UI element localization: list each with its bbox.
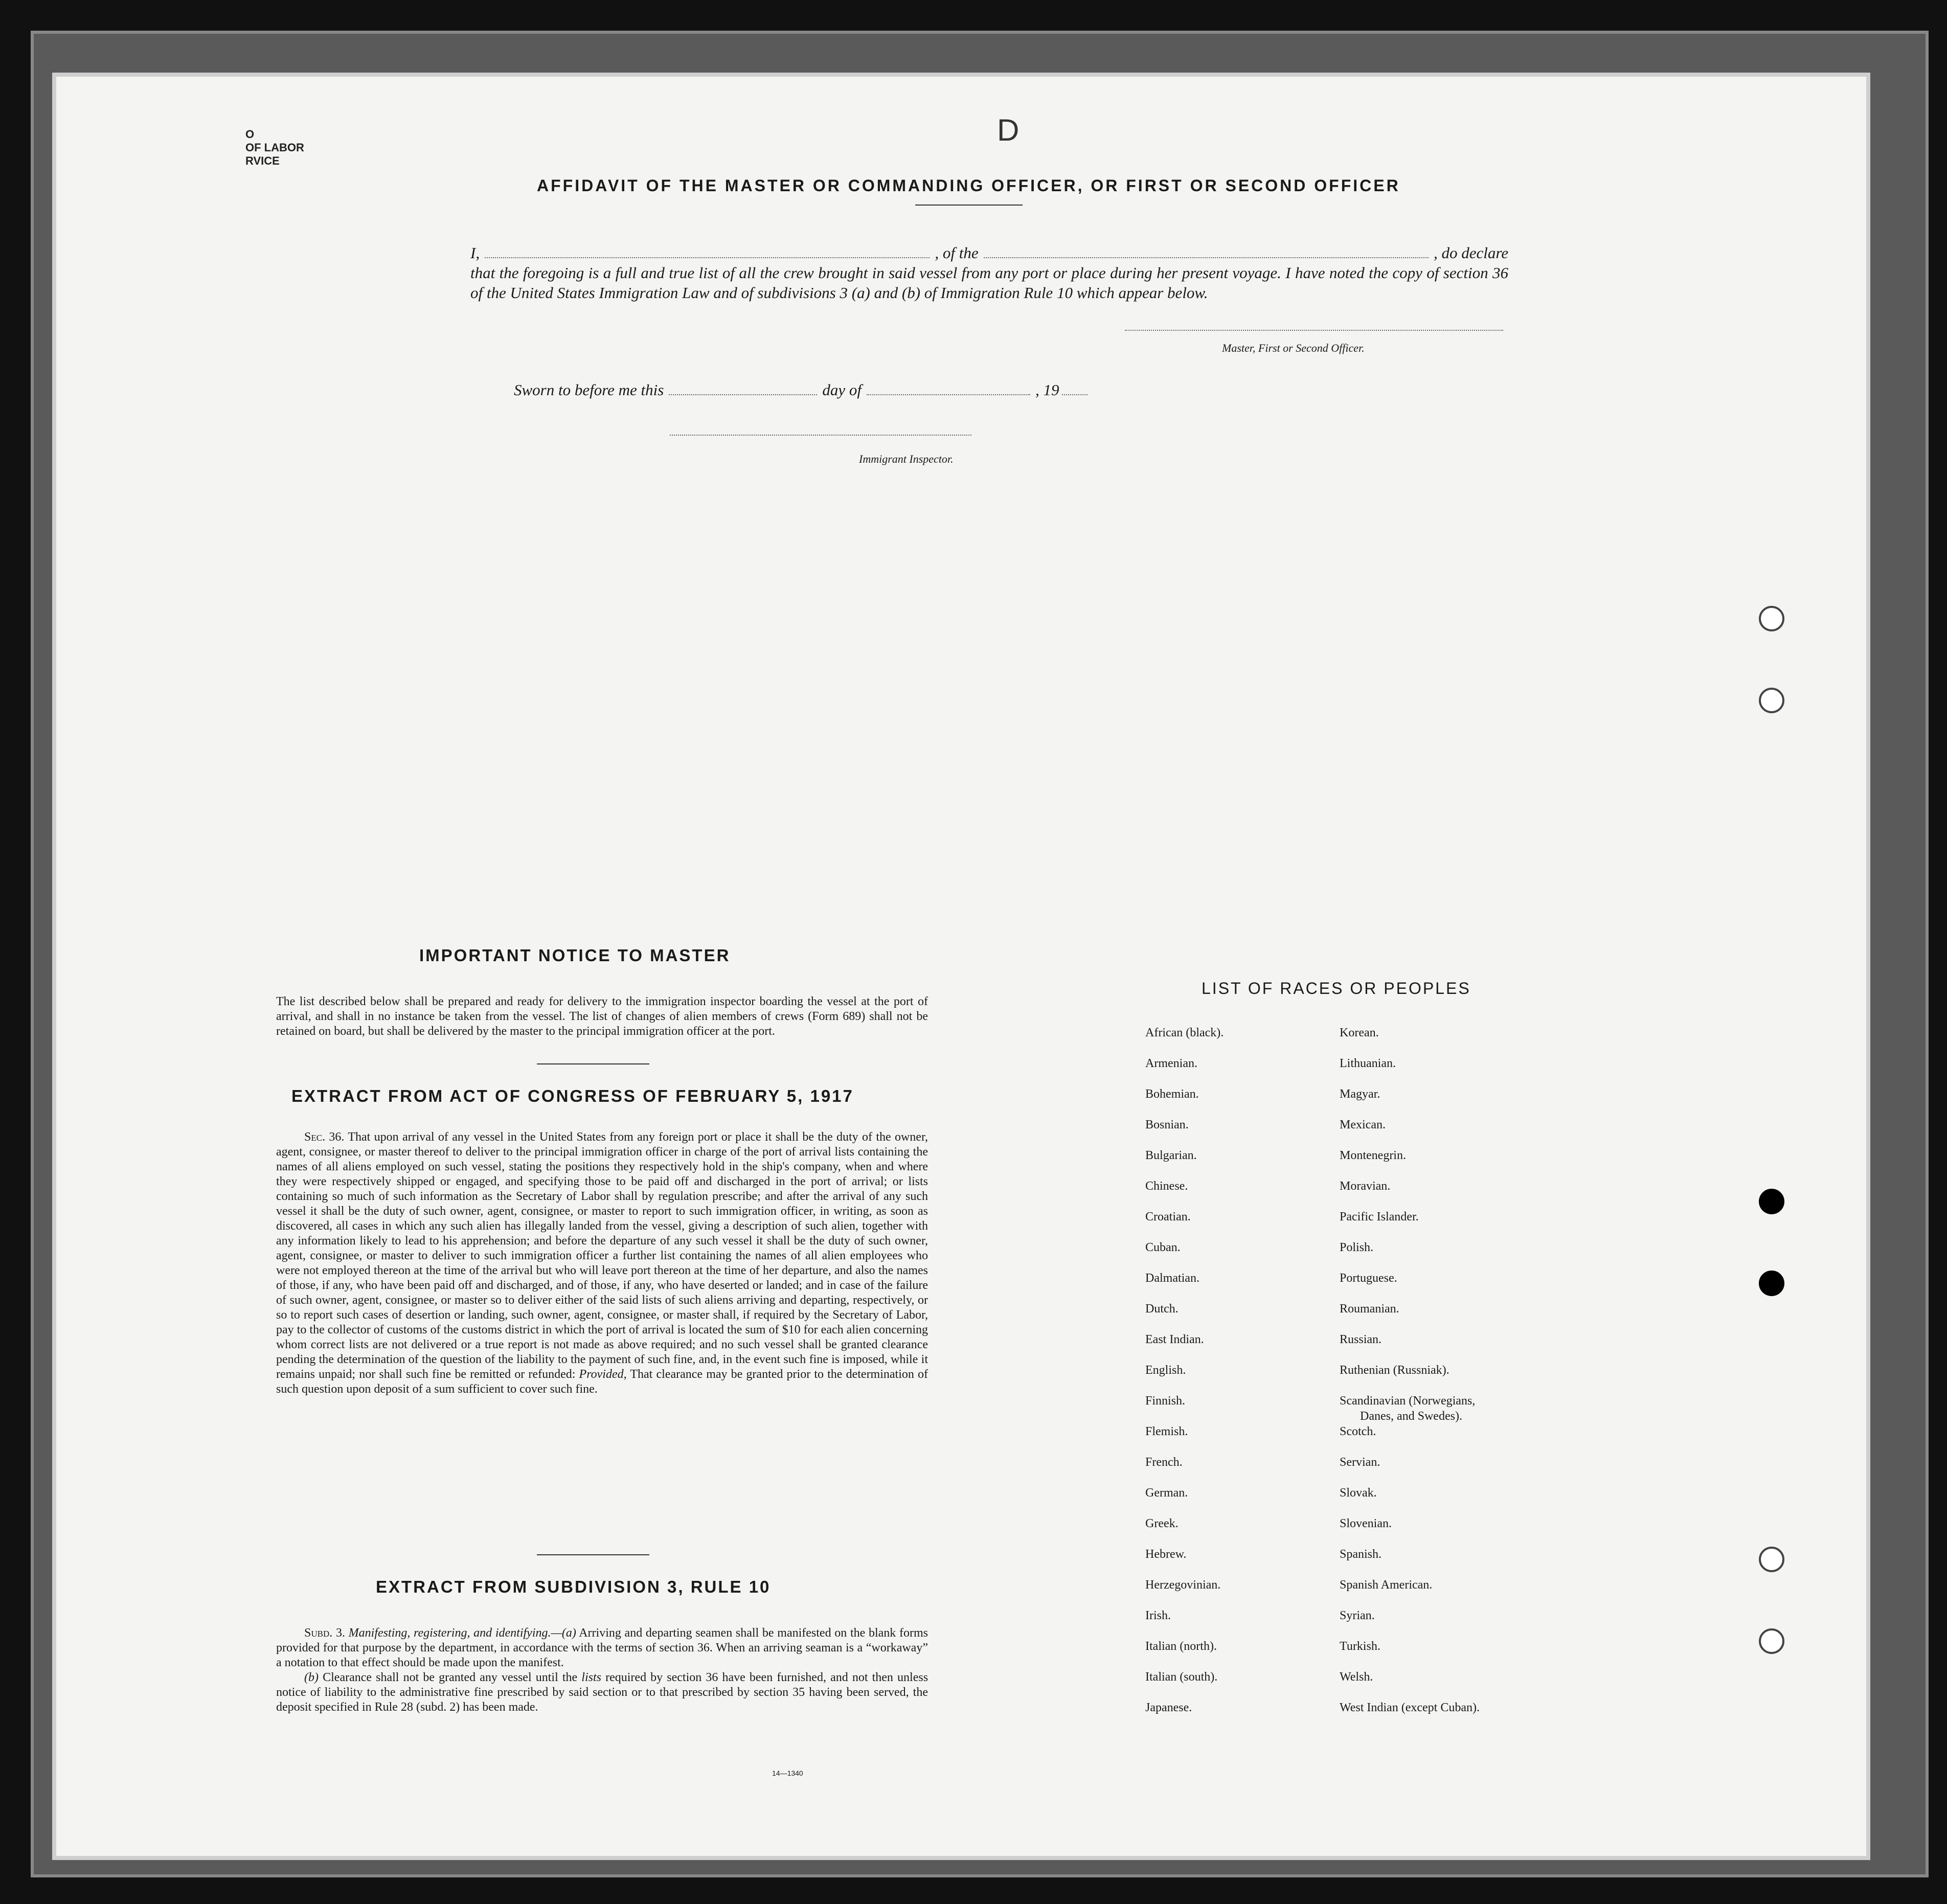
race-item: Pacific Islander. bbox=[1340, 1210, 1419, 1223]
race-item: Ruthenian (Russniak). bbox=[1340, 1364, 1450, 1377]
race-item bbox=[1340, 1386, 1480, 1423]
race-item: Montenegrin. bbox=[1340, 1149, 1406, 1162]
race-item: Moravian. bbox=[1340, 1180, 1391, 1193]
affidavit-declaration-line bbox=[470, 243, 1508, 263]
affidavit-text: that the foregoing is a full and true list of all the crew brought in said vessel from any port or place during her present voyage. I have noted the copy of section 36 of the United States Immigration Law and of subdivisions 3 (a) and (b) of Immigration Rule 10 which appear below. bbox=[470, 264, 1508, 302]
race-item: Korean. bbox=[1340, 1026, 1379, 1039]
race-item: Cuban. bbox=[1145, 1241, 1181, 1254]
race-item: Dalmatian. bbox=[1145, 1272, 1199, 1285]
rule-para-b bbox=[276, 1670, 928, 1715]
vessel-blank bbox=[984, 246, 1429, 258]
act-text-end: That clearance may be granted prior to the determination of such question upon deposit of a sum sufficient to cover such fine. bbox=[276, 1368, 929, 1396]
race-item: Bosnian. bbox=[1145, 1118, 1189, 1131]
race-item: English. bbox=[1145, 1364, 1186, 1377]
subd-label: Subd. 3. bbox=[304, 1626, 345, 1640]
notice-text: The list described below shall be prepared and ready for delivery to the immigration inspector boarding the vessel at the port of arrival, and shall in no instance be taken from the vessel. The list of changes of alien members of crews (Form 689) shall not be retained on board, but shall be delivered by the master to the principal immigration officer at the port. bbox=[276, 995, 928, 1038]
signature-line bbox=[1125, 330, 1503, 331]
rule-extract-title: EXTRACT FROM SUBDIVISION 3, RULE 10 bbox=[376, 1577, 771, 1596]
race-item: Scotch. bbox=[1340, 1425, 1376, 1438]
stamp-line: RVICE bbox=[245, 154, 280, 167]
act-extract-text bbox=[276, 1130, 928, 1397]
name-blank bbox=[485, 246, 930, 258]
race-item: Syrian. bbox=[1340, 1609, 1375, 1622]
affidavit-of-the: , of the bbox=[935, 244, 979, 262]
race-item: West Indian (except Cuban). bbox=[1340, 1701, 1480, 1714]
binder-hole bbox=[1759, 688, 1784, 713]
signature-label: Master, First or Second Officer. bbox=[1222, 342, 1365, 354]
race-item: African (black). bbox=[1145, 1026, 1224, 1039]
binder-hole bbox=[1759, 1271, 1784, 1296]
stamp-line: O bbox=[245, 128, 255, 141]
divider bbox=[537, 1554, 649, 1555]
inspector-label: Immigrant Inspector. bbox=[859, 452, 954, 465]
races-column-1 bbox=[1145, 1017, 1224, 1723]
race-item: Italian (south). bbox=[1145, 1670, 1218, 1684]
binder-hole bbox=[1759, 606, 1784, 631]
race-item: East Indian. bbox=[1145, 1333, 1204, 1346]
divider bbox=[915, 205, 1023, 206]
notice-title: IMPORTANT NOTICE TO MASTER bbox=[419, 946, 731, 965]
affidavit-statement bbox=[470, 243, 1508, 303]
race-item: Chinese. bbox=[1145, 1180, 1188, 1193]
para-b-text-2: required by section 36 have been furnished, and not then unless notice of liability to the administrative fine prescribed by said section or to that prescribed by section 35 having been served, the deposit specified in Rule 28 (subd. 2) has been made. bbox=[276, 1671, 929, 1714]
race-item: Finnish. bbox=[1145, 1394, 1186, 1408]
para-b-label: (b) bbox=[304, 1671, 319, 1684]
race-item: German. bbox=[1145, 1486, 1188, 1500]
race-item: Italian (north). bbox=[1145, 1640, 1217, 1653]
document-page bbox=[56, 77, 1866, 1856]
race-item: French. bbox=[1145, 1456, 1183, 1469]
race-item: Bulgarian. bbox=[1145, 1149, 1197, 1162]
race-item: Bohemian. bbox=[1145, 1087, 1199, 1101]
rule-para-a bbox=[276, 1626, 928, 1670]
race-item: Turkish. bbox=[1340, 1640, 1380, 1653]
race-item: Hebrew. bbox=[1145, 1548, 1187, 1561]
act-extract-title: EXTRACT FROM ACT OF CONGRESS OF FEBRUARY 5, 1917 bbox=[291, 1086, 854, 1105]
affidavit-i: I, bbox=[470, 244, 480, 262]
race-item: Portuguese. bbox=[1340, 1272, 1397, 1285]
corner-stamp bbox=[245, 128, 304, 168]
para-a-text: Arriving and departing seamen shall be manifested on the blank forms provided for that purpose by the department, in accordance with the terms of section 36. When an arriving seaman is a “workaway” a notation to that effect should be made upon the manifest. bbox=[276, 1626, 928, 1669]
binder-hole bbox=[1759, 1547, 1784, 1572]
race-item: Welsh. bbox=[1340, 1670, 1373, 1684]
month-blank bbox=[867, 384, 1030, 395]
race-item: Slovenian. bbox=[1340, 1517, 1392, 1530]
race-item-continued: Danes, and Swedes). bbox=[1360, 1410, 1462, 1423]
race-item: Spanish American. bbox=[1340, 1578, 1433, 1592]
para-a-label: —(a) bbox=[551, 1626, 576, 1640]
handwritten-mark: D bbox=[997, 113, 1020, 147]
sworn-prefix: Sworn to before me this bbox=[514, 381, 664, 399]
sworn-year-label: , 19 bbox=[1035, 381, 1059, 399]
para-b-lists: lists bbox=[581, 1671, 601, 1684]
day-blank bbox=[669, 384, 817, 395]
race-item: Dutch. bbox=[1145, 1302, 1179, 1316]
affidavit-do-declare: , do declare bbox=[1433, 244, 1509, 262]
race-item: Mexican. bbox=[1340, 1118, 1386, 1131]
year-blank bbox=[1062, 384, 1088, 395]
race-item: Flemish. bbox=[1145, 1425, 1188, 1438]
affidavit-title: AFFIDAVIT OF THE MASTER OR COMMANDING OFFICER, OR FIRST OR SECOND OFFICER bbox=[537, 176, 1400, 195]
sec-label: Sec. 36. bbox=[304, 1130, 345, 1144]
binder-hole bbox=[1759, 1189, 1784, 1214]
rule-extract-text bbox=[276, 1626, 928, 1715]
para-b-text-1: Clearance shall not be granted any vessel until the bbox=[323, 1671, 578, 1684]
subd-title: Manifesting, registering, and identifying. bbox=[348, 1626, 551, 1640]
race-item: Magyar. bbox=[1340, 1087, 1380, 1101]
act-text: That upon arrival of any vessel in the United States from any foreign port or place it shall be the duty of the owner, agent, consignee, or master thereof to deliver to the principal immigration officer in charge of the port of arrival lists containing the names of all aliens employed on such vessel, stating the positions they respectively hold in the ship's company, when and where they were respectively shipped or engaged, and specifying those to be paid off and discharged in the port of arrival; or lists containing so much of such information as the Secretary of Labor shall by regulation prescribe; and after the arrival of any such vessel it shall be the duty of such owner, agent, consignee, or master to report to such immigration officer, in writing, as soon as discovered, all cases in which any such alien has illegally landed from the vessel, giving a description of such alien, together with any information likely to lead to his apprehension; and before the departure of any such vessel it shall be the duty of such owner, agent, consignee, or master to deliver to such immigration officer a further list containing the names of all alien employees who were not employed thereon at the time of the arrival but who will leave port thereon at the time of her departure, and also the names of those, if any, who have been paid off and discharged, and of those, if any, who have deserted or landed; and in case of the failure of such owner, agent, consignee, or master so to deliver either of the said lists of such aliens arriving and departing, respectively, or so to report such cases of desertion or landing, such owner, agent, consignee, or master shall, if required by the Secretary of Labor, pay to the collector of customs of the customs district in which the port of arrival is located the sum of $10 for each alien concerning whom correct lists are not delivered or a true report is not made as above required; and no such vessel shall be granted clearance pending the determination of the question of the liability to the payment of such fine, and, in the event such fine is imposed, while it remains unpaid; nor shall such fine be remitted or refunded: bbox=[276, 1130, 928, 1381]
race-item: Herzegovinian. bbox=[1145, 1578, 1221, 1592]
race-item: Irish. bbox=[1145, 1609, 1171, 1622]
form-number: 14—1340 bbox=[772, 1769, 803, 1777]
races-title: LIST OF RACES OR PEOPLES bbox=[1202, 979, 1471, 998]
race-item: Greek. bbox=[1145, 1517, 1179, 1530]
sworn-day-label: day of bbox=[822, 381, 862, 399]
race-item: Armenian. bbox=[1145, 1057, 1197, 1070]
race-item: Russian. bbox=[1340, 1333, 1382, 1346]
race-item: Japanese. bbox=[1145, 1701, 1192, 1714]
races-column-2 bbox=[1340, 1017, 1480, 1723]
race-item: Roumanian. bbox=[1340, 1302, 1399, 1316]
race-item: Servian. bbox=[1340, 1456, 1380, 1469]
race-item: Spanish. bbox=[1340, 1548, 1382, 1561]
race-item: Slovak. bbox=[1340, 1486, 1377, 1500]
race-item: Polish. bbox=[1340, 1241, 1374, 1254]
race-item: Croatian. bbox=[1145, 1210, 1191, 1223]
sworn-line bbox=[514, 381, 1088, 399]
race-item: Lithuanian. bbox=[1340, 1057, 1396, 1070]
race-item-text: Scandinavian (Norwegians, bbox=[1340, 1394, 1476, 1408]
stamp-line: OF LABOR bbox=[245, 141, 304, 154]
inspector-line bbox=[670, 435, 971, 436]
binder-hole bbox=[1759, 1628, 1784, 1654]
divider bbox=[537, 1063, 649, 1064]
provided-label: Provided, bbox=[579, 1368, 627, 1381]
